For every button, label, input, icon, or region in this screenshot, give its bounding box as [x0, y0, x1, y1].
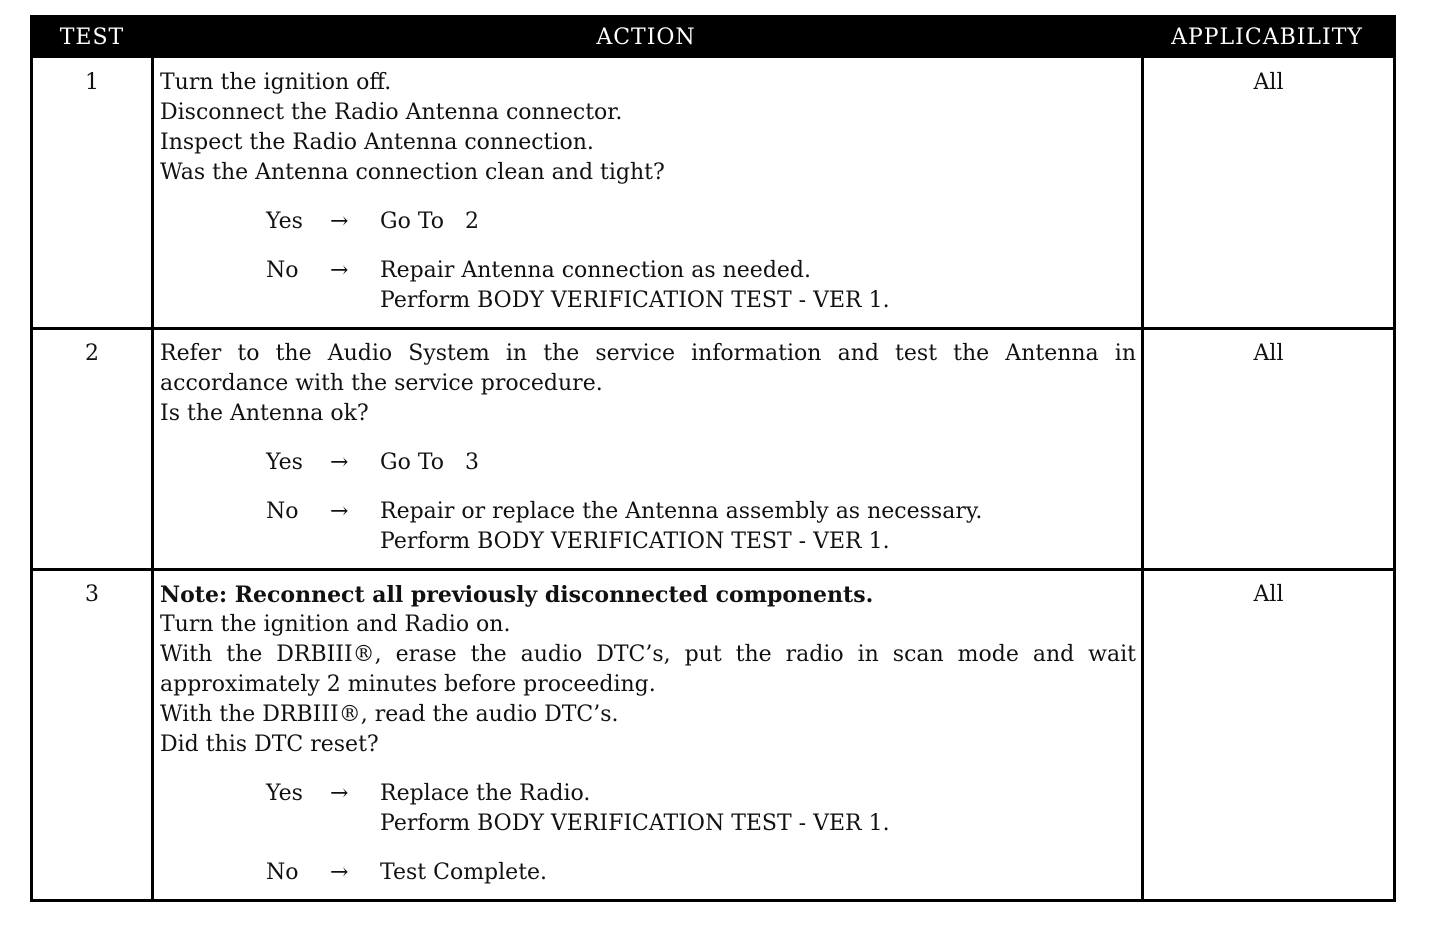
column-divider: [1141, 58, 1144, 902]
table-header: [33, 18, 1393, 58]
no-outcome-continued: Perform BODY VERIFICATION TEST - VER 1.: [380, 288, 890, 313]
applicability-value: All: [1253, 70, 1284, 95]
arrow-icon: →: [330, 209, 349, 234]
action-step: With the DRBIII®, read the audio DTC’s.: [160, 702, 619, 727]
arrow-icon: →: [330, 450, 349, 475]
action-step: Refer to the Audio System in the service information and test the Antenna in accordance with the service procedure.: [160, 341, 1136, 396]
yes-outcome-continued: Perform BODY VERIFICATION TEST - VER 1.: [380, 811, 890, 836]
action-step: Turn the ignition off.: [160, 70, 392, 95]
action-step: Is the Antenna ok?: [160, 401, 369, 426]
result-no: [160, 256, 1136, 286]
yes-label: Yes: [266, 209, 303, 234]
applicability-value: All: [1253, 582, 1284, 607]
arrow-icon: →: [330, 258, 349, 283]
arrow-icon: →: [330, 781, 349, 806]
no-outcome: Repair or replace the Antenna assembly as necessary.: [380, 499, 983, 524]
arrow-icon: →: [330, 499, 349, 524]
header-test: TEST: [59, 25, 125, 50]
action-step: Disconnect the Radio Antenna connector.: [160, 100, 623, 125]
action-step: Turn the ignition and Radio on.: [160, 612, 511, 637]
action-cell: [160, 580, 1136, 888]
no-label: No: [266, 258, 299, 283]
no-label: No: [266, 860, 299, 885]
no-outcome-continued: Perform BODY VERIFICATION TEST - VER 1.: [380, 529, 890, 554]
row-divider: [33, 327, 1393, 330]
header-applicability: APPLICABILITY: [1171, 25, 1363, 50]
result-no: [160, 497, 1136, 527]
yes-outcome: Go To 2: [380, 209, 479, 234]
action-cell: [160, 339, 1136, 557]
test-number: 1: [85, 70, 99, 95]
header-action: ACTION: [596, 25, 696, 50]
yes-outcome: Go To 3: [380, 450, 479, 475]
diagnostic-test-table: [30, 15, 1396, 902]
column-divider: [151, 58, 154, 902]
yes-label: Yes: [266, 450, 303, 475]
no-label: No: [266, 499, 299, 524]
result-yes: [160, 779, 1136, 809]
no-outcome: Repair Antenna connection as needed.: [380, 258, 812, 283]
test-number: 3: [85, 582, 99, 607]
yes-label: Yes: [266, 781, 303, 806]
result-yes: [160, 448, 1136, 478]
yes-outcome: Replace the Radio.: [380, 781, 591, 806]
action-step: With the DRBIII®, erase the audio DTC’s, put the radio in scan mode and wait approximately 2 minutes before proceeding.: [160, 642, 1136, 697]
action-step: Did this DTC reset?: [160, 732, 379, 757]
arrow-icon: →: [330, 860, 349, 885]
action-note: Note: Reconnect all previously disconnected components.: [160, 582, 874, 608]
action-cell: [160, 68, 1136, 316]
action-step: Was the Antenna connection clean and tight?: [160, 160, 665, 185]
no-outcome: Test Complete.: [380, 860, 548, 885]
row-divider: [33, 568, 1393, 571]
applicability-value: All: [1253, 341, 1284, 366]
test-number: 2: [85, 341, 99, 366]
result-no: [160, 858, 1136, 888]
result-yes: [160, 207, 1136, 237]
action-step: Inspect the Radio Antenna connection.: [160, 130, 594, 155]
